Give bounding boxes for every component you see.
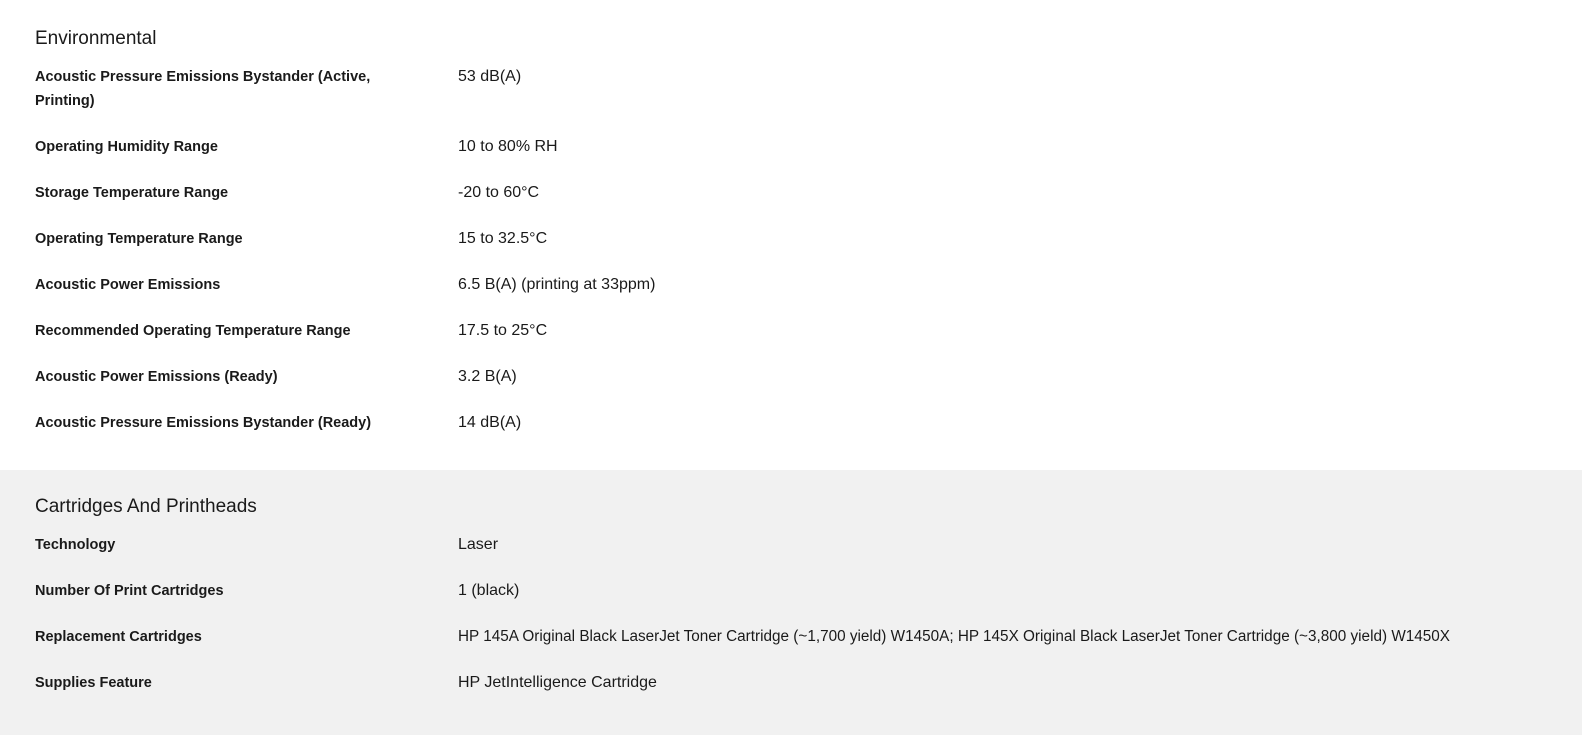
- spec-label: Acoustic Pressure Emissions Bystander (Ready): [35, 415, 372, 431]
- spec-label: Technology: [35, 537, 116, 553]
- spec-row: [35, 579, 1547, 603]
- spec-value: 14 dB(A): [458, 414, 522, 431]
- spec-label: Replacement Cartridges: [35, 629, 202, 645]
- spec-value: HP 145A Original Black LaserJet Toner Cartridge (~1,700 yield) W1450A; HP 145X Original Black LaserJet Toner Cartridge (~3,800 yield) W1450X: [458, 628, 1450, 645]
- spec-row: [35, 65, 1547, 113]
- spec-label: Supplies Feature: [35, 675, 152, 691]
- spec-row: [35, 671, 1547, 695]
- spec-value: 3.2 B(A): [458, 368, 517, 385]
- spec-label: Operating Temperature Range: [35, 231, 243, 247]
- spec-value: 53 dB(A): [458, 68, 522, 85]
- spec-label: Operating Humidity Range: [35, 139, 218, 155]
- spec-value: 10 to 80% RH: [458, 138, 558, 155]
- spec-row: [35, 181, 1547, 205]
- cartridges-section: [0, 470, 1582, 735]
- spec-value: 1 (black): [458, 582, 520, 599]
- spec-row: [35, 411, 1547, 435]
- spec-row: [35, 273, 1547, 297]
- spec-label: Acoustic Power Emissions: [35, 277, 221, 293]
- section-title-environmental: Environmental: [35, 28, 157, 49]
- spec-label: Number Of Print Cartridges: [35, 583, 224, 599]
- spec-row: [35, 365, 1547, 389]
- spec-value: Laser: [458, 536, 499, 553]
- spec-value: 6.5 B(A) (printing at 33ppm): [458, 276, 656, 293]
- spec-row: [35, 625, 1547, 649]
- spec-value: -20 to 60°C: [458, 184, 540, 201]
- section-title-cartridges: Cartridges And Printheads: [35, 496, 257, 517]
- spec-row: [35, 135, 1547, 159]
- spec-label: Recommended Operating Temperature Range: [35, 323, 351, 339]
- spec-label: Acoustic Power Emissions (Ready): [35, 369, 278, 385]
- spec-value: 17.5 to 25°C: [458, 322, 548, 339]
- spec-value: HP JetIntelligence Cartridge: [458, 674, 657, 691]
- spec-label: Acoustic Pressure Emissions Bystander (Active, Printing): [35, 69, 371, 109]
- spec-label: Storage Temperature Range: [35, 185, 229, 201]
- spec-row: [35, 227, 1547, 251]
- spec-row: [35, 533, 1547, 557]
- spec-value: 15 to 32.5°C: [458, 230, 548, 247]
- spec-row: [35, 319, 1547, 343]
